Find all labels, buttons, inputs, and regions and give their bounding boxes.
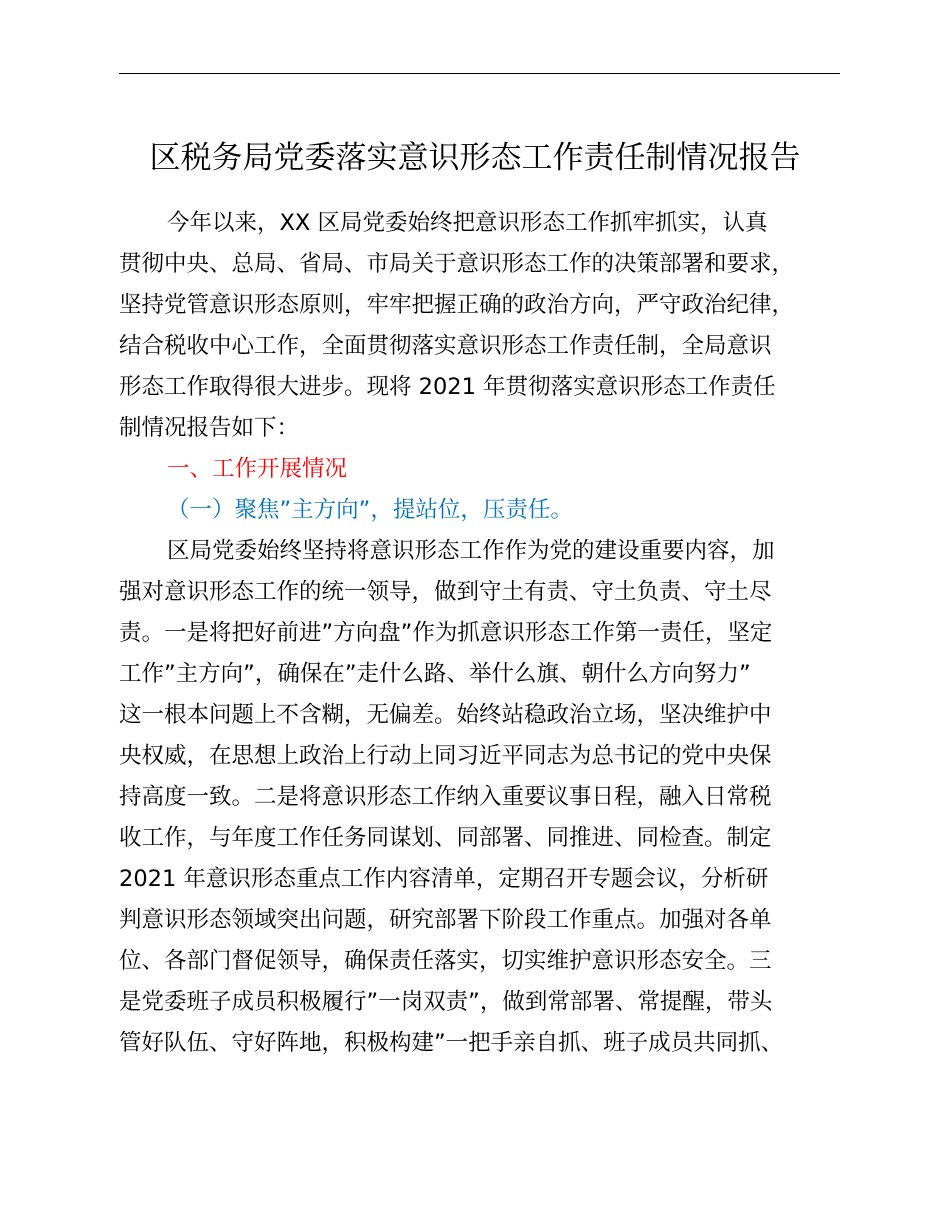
text-line: 形态工作取得很大进步。现将 2021 年贯彻落实意识形态工作责任 [119, 374, 776, 400]
text-line: 央权威，在思想上政治上行动上同习近平同志为总书记的党中央保 [119, 743, 772, 769]
text-line: 责。一是将把好前进”方向盘”作为抓意识形态工作第一责任，坚定 [119, 620, 773, 646]
section-heading: 一、工作开展情况 [167, 456, 348, 482]
text-line: 区局党委始终坚持将意识形态工作作为党的建设重要内容，加 [167, 538, 775, 564]
text-line: 这一根本问题上不含糊，无偏差。始终站稳政治立场，坚决维护中 [119, 702, 772, 728]
text-line: 贯彻中央、总局、省局、市局关于意识形态工作的决策部署和要求， [119, 251, 795, 277]
text-line: 今年以来，XX 区局党委始终把意识形态工作抓牢抓实，认真 [167, 210, 768, 236]
text-line: 位、各部门督促领导，确保责任落实，切实维护意识形态安全。三 [119, 948, 772, 974]
text-line: 是党委班子成员积极履行”一岗双责”，做到常部署、常提醒，带头 [119, 989, 773, 1015]
text-line: 制情况报告如下： [119, 415, 300, 441]
text-line: 坚持党管意识形态原则，牢牢把握正确的政治方向，严守政治纪律， [119, 292, 795, 318]
text-line: 持高度一致。二是将意识形态工作纳入重要议事日程，融入日常税 [119, 784, 772, 810]
text-line: 判意识形态领域突出问题，研究部署下阶段工作重点。加强对各单 [119, 907, 772, 933]
header-rule [119, 73, 840, 74]
text-line: 管好队伍、守好阵地，积极构建”一把手亲自抓、班子成员共同抓、 [119, 1030, 784, 1056]
text-line: 工作”主方向”，确保在”走什么路、举什么旗、朝什么方向努力” [119, 661, 751, 687]
text-line: 2021 年意识形态重点工作内容清单，定期召开专题会议，分析研 [119, 866, 769, 892]
intro-paragraph [119, 203, 840, 1064]
document-title: 区税务局党委落实意识形态工作责任制情况报告 [149, 140, 801, 176]
text-line: 结合税收中心工作，全面贯彻落实意识形态工作责任制，全局意识 [119, 333, 772, 359]
subsection-heading: （一）聚焦”主方向”，提站位，压责任。 [167, 497, 573, 523]
text-line: 强对意识形态工作的统一领导，做到守土有责、守土负责、守土尽 [119, 579, 772, 605]
text-line: 收工作，与年度工作任务同谋划、同部署、同推进、同检查。制定 [119, 825, 772, 851]
